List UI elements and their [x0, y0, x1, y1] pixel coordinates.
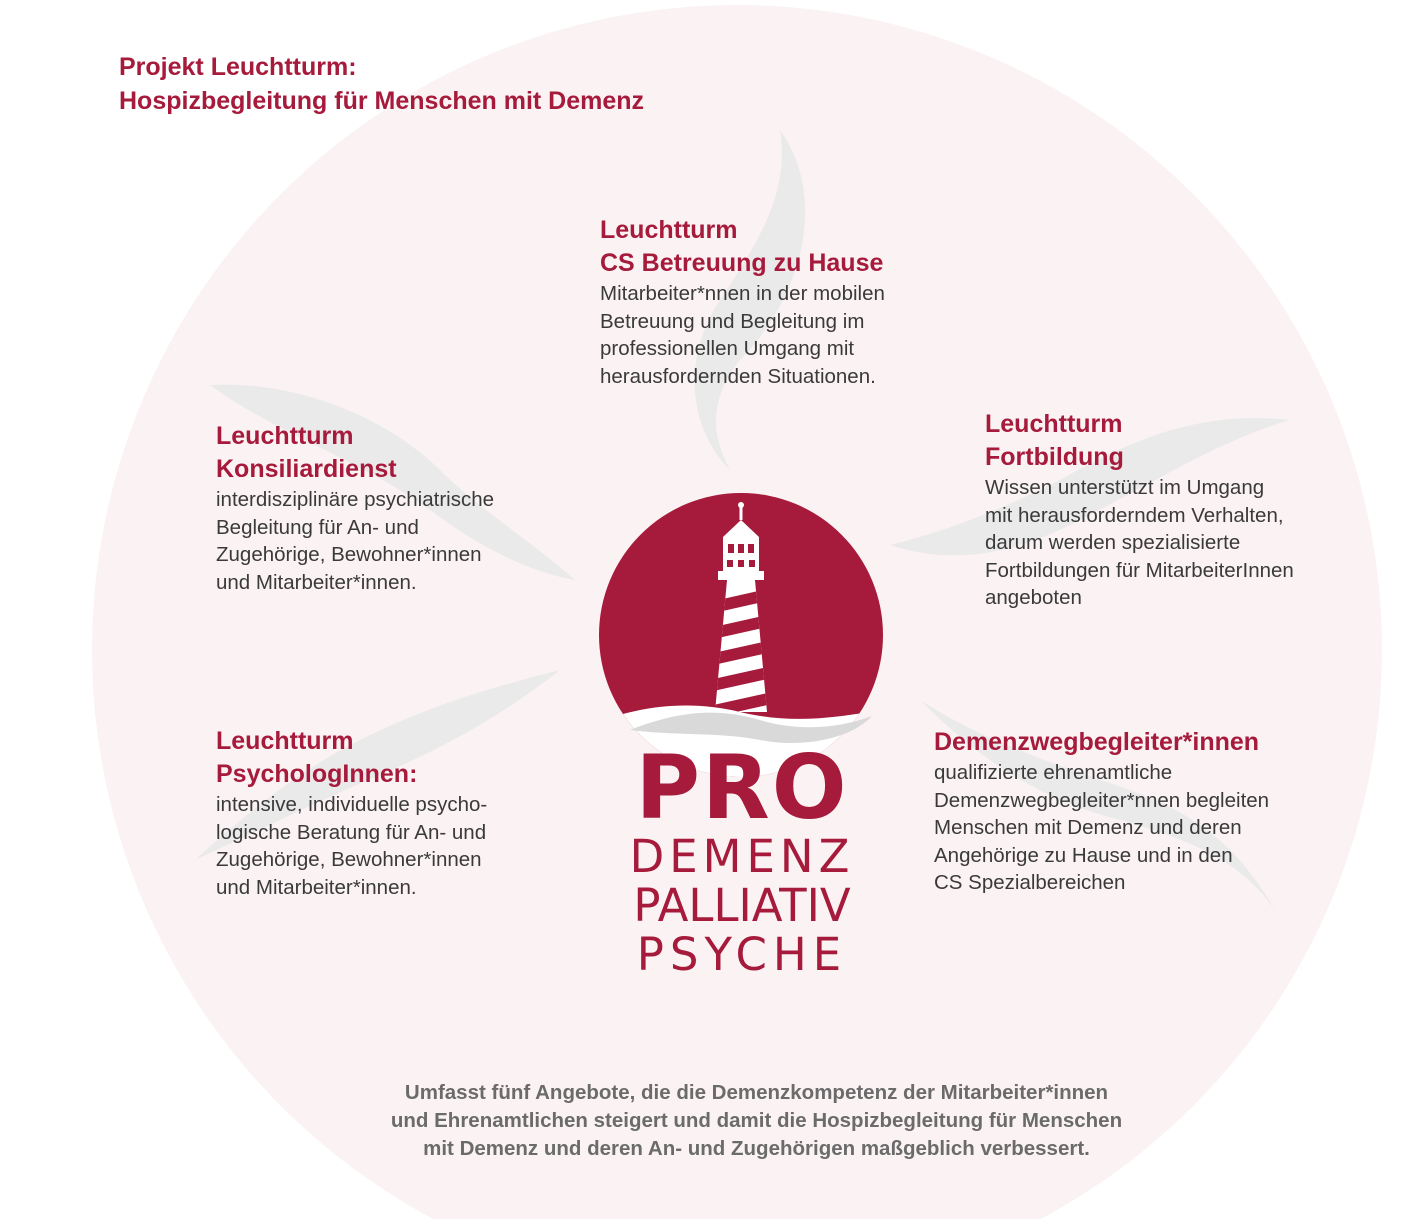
text-line: CS Spezialbereichen	[934, 871, 1126, 895]
block-demenzwegbegleiter-text	[934, 759, 1269, 897]
logo-word-demenz: DEMENZ	[629, 830, 855, 883]
summary-line: mit Demenz und deren An- und Zugehörigen maßgeblich verbessert.	[423, 1137, 1090, 1160]
text-line: interdisziplinäre psychiatrische	[216, 488, 495, 511]
block-konsiliardienst	[216, 420, 494, 596]
block-cs-betreuung-heading	[600, 214, 885, 280]
block-konsiliardienst-heading	[216, 420, 494, 486]
heading-line: Fortbildung	[985, 443, 1124, 471]
text-line: und Mitarbeiter*innen.	[216, 570, 417, 594]
heading-line: Leuchtturm	[216, 422, 354, 450]
text-line: intensive, individuelle psycho-	[216, 793, 488, 816]
text-line: logische Beratung für An- und	[216, 820, 487, 844]
block-psychologinnen-heading	[216, 725, 487, 791]
heading-line: Leuchtturm	[600, 216, 738, 244]
heading-line: Leuchtturm	[216, 727, 354, 755]
block-konsiliardienst-text	[216, 486, 494, 596]
text-line: Begleitung für An- und	[216, 515, 419, 539]
block-psychologinnen	[216, 725, 487, 901]
logo-word-psyche: PSYCHE	[636, 928, 848, 981]
text-line: herausfordernden Situationen.	[600, 364, 876, 388]
summary-line: Umfasst fünf Angebote, die die Demenzkompetenz der Mitarbeiter*innen	[404, 1081, 1109, 1104]
block-demenzwegbegleiter	[934, 726, 1269, 897]
text-line: Menschen mit Demenz und deren	[934, 816, 1242, 840]
page-title-line2: Hospizbegleitung für Menschen mit Demenz	[119, 87, 645, 115]
heading-line: CS Betreuung zu Hause	[600, 249, 884, 277]
text-line: mit herausforderndem Verhalten,	[985, 503, 1284, 527]
summary-line: und Ehrenamtlichen steigert und damit die Hospizbegleitung für Menschen	[390, 1109, 1123, 1132]
page-title-line1: Projekt Leuchtturm:	[119, 53, 357, 81]
block-cs-betreuung	[600, 214, 885, 390]
lighthouse-gallery	[718, 571, 764, 580]
block-fortbildung-heading	[985, 408, 1294, 474]
block-psychologinnen-text	[216, 791, 487, 901]
text-line: Betreuung und Begleitung im	[600, 309, 865, 333]
block-fortbildung	[985, 408, 1294, 612]
text-line: und Mitarbeiter*innen.	[216, 875, 417, 899]
text-line: Mitarbeiter*nnen in der mobilen	[600, 282, 885, 305]
page-title	[119, 50, 644, 118]
text-line: Angehörige zu Hause und in den	[934, 843, 1233, 867]
logo-word-pro: PRO	[635, 736, 849, 839]
logo-word-palliativ: PALLIATIV	[633, 879, 851, 932]
heading-line: PsychologInnen:	[216, 760, 418, 788]
text-line: professionellen Umgang mit	[600, 337, 855, 361]
text-line: Demenzwegbegleiter*nnen begleiten	[934, 788, 1270, 812]
text-line: qualifizierte ehrenamtliche	[934, 761, 1173, 784]
text-line: Zugehörige, Bewohner*innen	[216, 543, 482, 567]
heading-line: Konsiliardienst	[216, 455, 397, 483]
summary-text	[300, 1079, 1213, 1163]
text-line: angeboten	[985, 586, 1082, 610]
heading-line: Leuchtturm	[985, 410, 1123, 438]
text-line: darum werden spezialisierte	[985, 531, 1241, 555]
text-line: Wissen unterstützt im Umgang	[985, 476, 1265, 499]
text-line: Zugehörige, Bewohner*innen	[216, 848, 482, 872]
block-demenzwegbegleiter-heading	[934, 726, 1269, 759]
text-line: Fortbildungen für MitarbeiterInnen	[985, 558, 1294, 582]
heading-line: Demenzwegbegleiter*innen	[934, 728, 1260, 756]
block-cs-betreuung-text	[600, 280, 885, 390]
block-fortbildung-text	[985, 474, 1294, 612]
